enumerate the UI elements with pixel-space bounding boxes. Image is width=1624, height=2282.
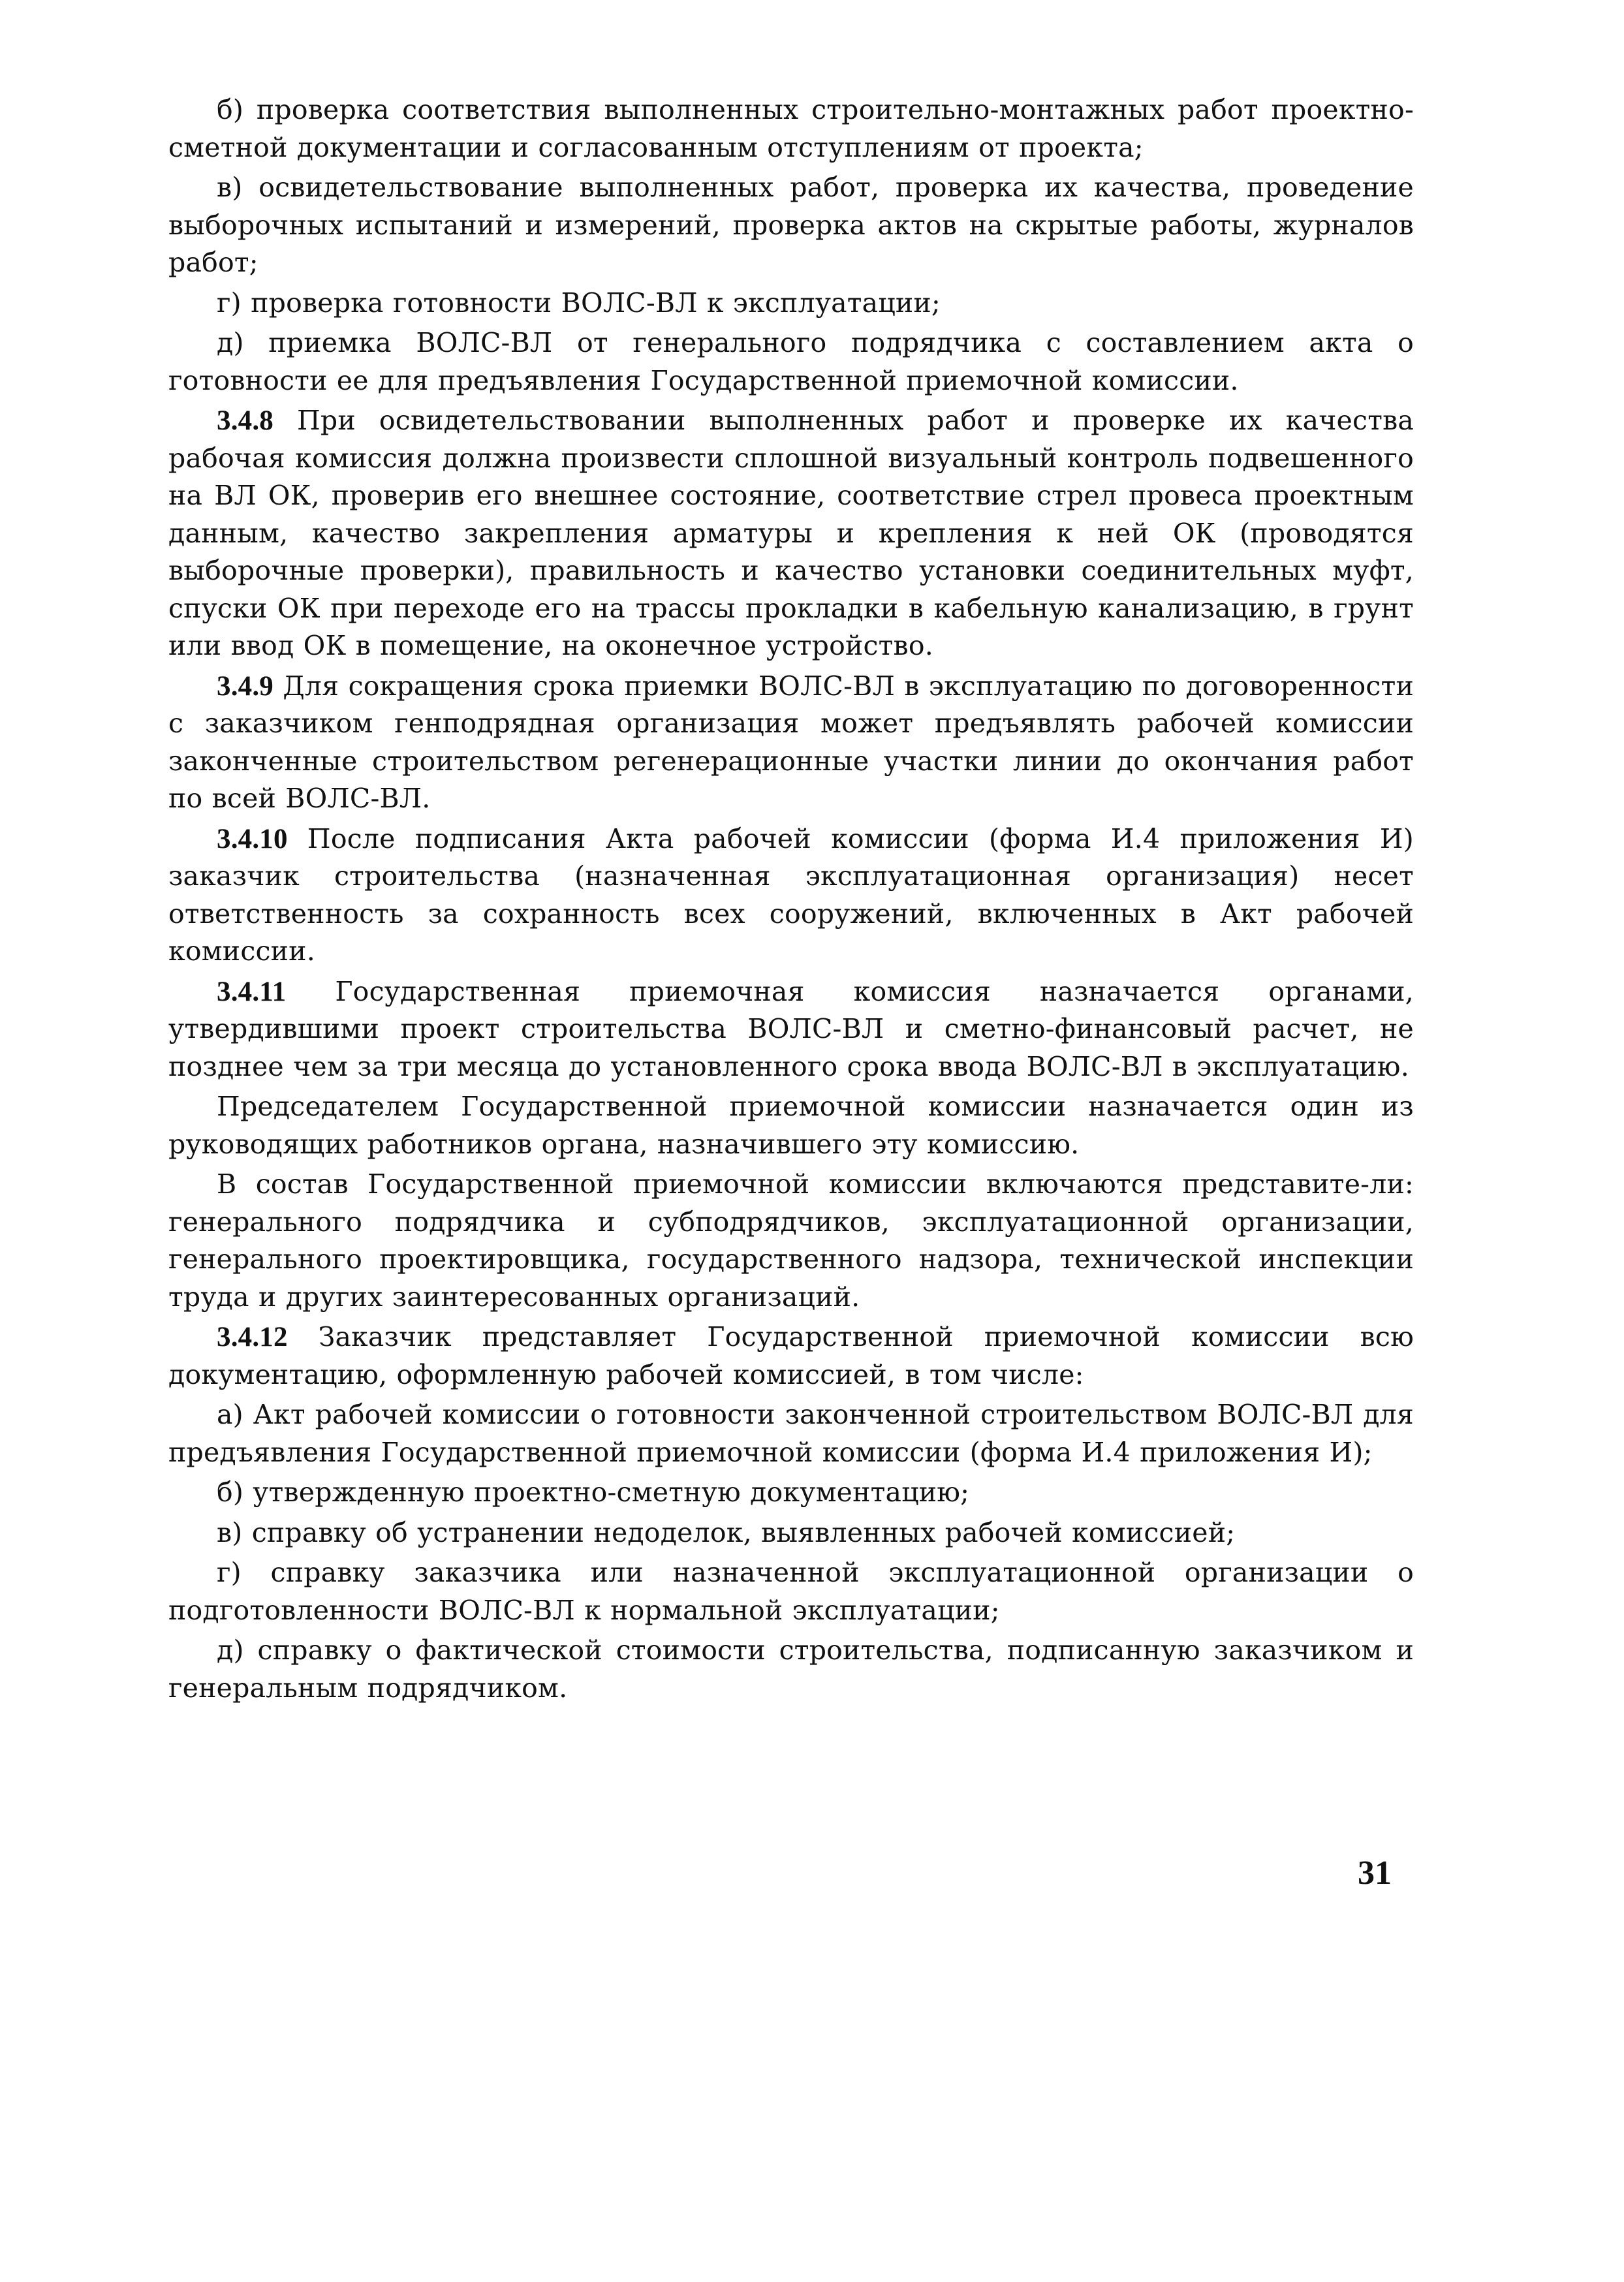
paragraph (168, 1474, 1414, 1512)
clause-number: 3.4.8 (217, 405, 273, 436)
clause-number: 3.4.9 (217, 670, 273, 702)
paragraph (168, 402, 1414, 665)
paragraph (168, 821, 1414, 971)
paragraph (168, 1632, 1414, 1707)
paragraph-text: а) Акт рабочей комиссии о готовности законченной строительством ВОЛС-ВЛ для предъявления Государственной приемочной комиссии (форма И.4 приложения И); (168, 1399, 1414, 1468)
page-body (168, 91, 1414, 1710)
paragraph-text: Для сокращения срока приемки ВОЛС-ВЛ в эксплуатацию по договоренности с заказчиком генподрядная организация может предъявлять рабочей комиссии законченные строительством регенерационные участки линии до окончания работ по всей ВОЛС-ВЛ. (168, 670, 1414, 814)
paragraph-text: б) утвержденную проектно-сметную документацию; (217, 1477, 970, 1508)
paragraph-text: д) приемка ВОЛС-ВЛ от генерального подрядчика с составлением акта о готовности ее для предъявления Государственной приемочной комиссии. (168, 327, 1414, 396)
paragraph (168, 1396, 1414, 1471)
paragraph (168, 324, 1414, 399)
paragraph (168, 1514, 1414, 1552)
clause-number: 3.4.11 (217, 976, 287, 1007)
paragraph (168, 1166, 1414, 1316)
paragraph-text: Государственная приемочная комиссия назначается органами, утвердившими проект строительства ВОЛС-ВЛ и сметно-финансовый расчет, не позднее чем за три месяца до установленного срока ввода ВОЛС-ВЛ в эксплуатацию. (168, 975, 1414, 1082)
paragraph-text: в) освидетельствование выполненных работ, проверка их качества, проведение выборочных испытаний и измерений, проверка актов на скрытые работы, журналов работ; (168, 172, 1414, 278)
paragraph (168, 169, 1414, 282)
paragraph-text: в) справку об устранении недоделок, выявленных рабочей комиссией; (217, 1516, 1236, 1548)
paragraph-text: д) справку о фактической стоимости строительства, подписанную заказчиком и генеральным подрядчиком. (168, 1634, 1414, 1704)
paragraph-text: При освидетельствовании выполненных работ и проверке их качества рабочая комиссия должна произвести сплошной визуальный контроль подвешенного на ВЛ ОК, проверив его внешнее состояние, соответствие стрел провеса проектным данным, качество закрепления арматуры и крепления к ней ОК (проводятся выборочные проверки), правильность и качество установки соединительных муфт, спуски ОК при переходе его на трассы прокладки в кабельную канализацию, в грунт или ввод ОК в помещение, на оконечное устройство. (168, 405, 1414, 661)
page-number: 31 (1358, 1854, 1392, 1892)
paragraph (168, 91, 1414, 166)
paragraph-text: Заказчик представляет Государственной приемочной комиссии всю документацию, оформленную рабочей комиссией, в том числе: (168, 1321, 1414, 1390)
paragraph (168, 973, 1414, 1086)
paragraph-text: г) проверка готовности ВОЛС-ВЛ к эксплуатации; (217, 287, 941, 319)
paragraph-text: В состав Государственной приемочной комиссии включаются представите-ли: генерального подрядчика и субподрядчиков, эксплуатационной организации, генерального проектировщика, государственного надзора, технической инспекции труда и других заинтересованных организаций. (168, 1168, 1414, 1313)
paragraph (168, 1088, 1414, 1163)
paragraph-text: Председателем Государственной приемочной комиссии назначается один из руководящих работников органа, назначившего эту комиссию. (168, 1091, 1414, 1160)
paragraph (168, 285, 1414, 322)
paragraph-text: б) проверка соответствия выполненных строительно-монтажных работ проектно-сметной документации и согласованным отступлениям от проекта; (168, 94, 1414, 163)
paragraph-text: После подписания Акта рабочей комиссии (форма И.4 приложения И) заказчик строительства (назначенная эксплуатационная организация) несет ответственность за сохранность всех сооружений, включенных в Акт рабочей комиссии. (168, 822, 1414, 967)
paragraph (168, 668, 1414, 818)
clause-number: 3.4.12 (217, 1322, 288, 1352)
clause-number: 3.4.10 (217, 823, 288, 854)
paragraph (168, 1554, 1414, 1629)
paragraph (168, 1319, 1414, 1394)
paragraph-text: г) справку заказчика или назначенной эксплуатационной организации о подготовленности ВОЛС-ВЛ к нормальной эксплуатации; (168, 1557, 1414, 1626)
